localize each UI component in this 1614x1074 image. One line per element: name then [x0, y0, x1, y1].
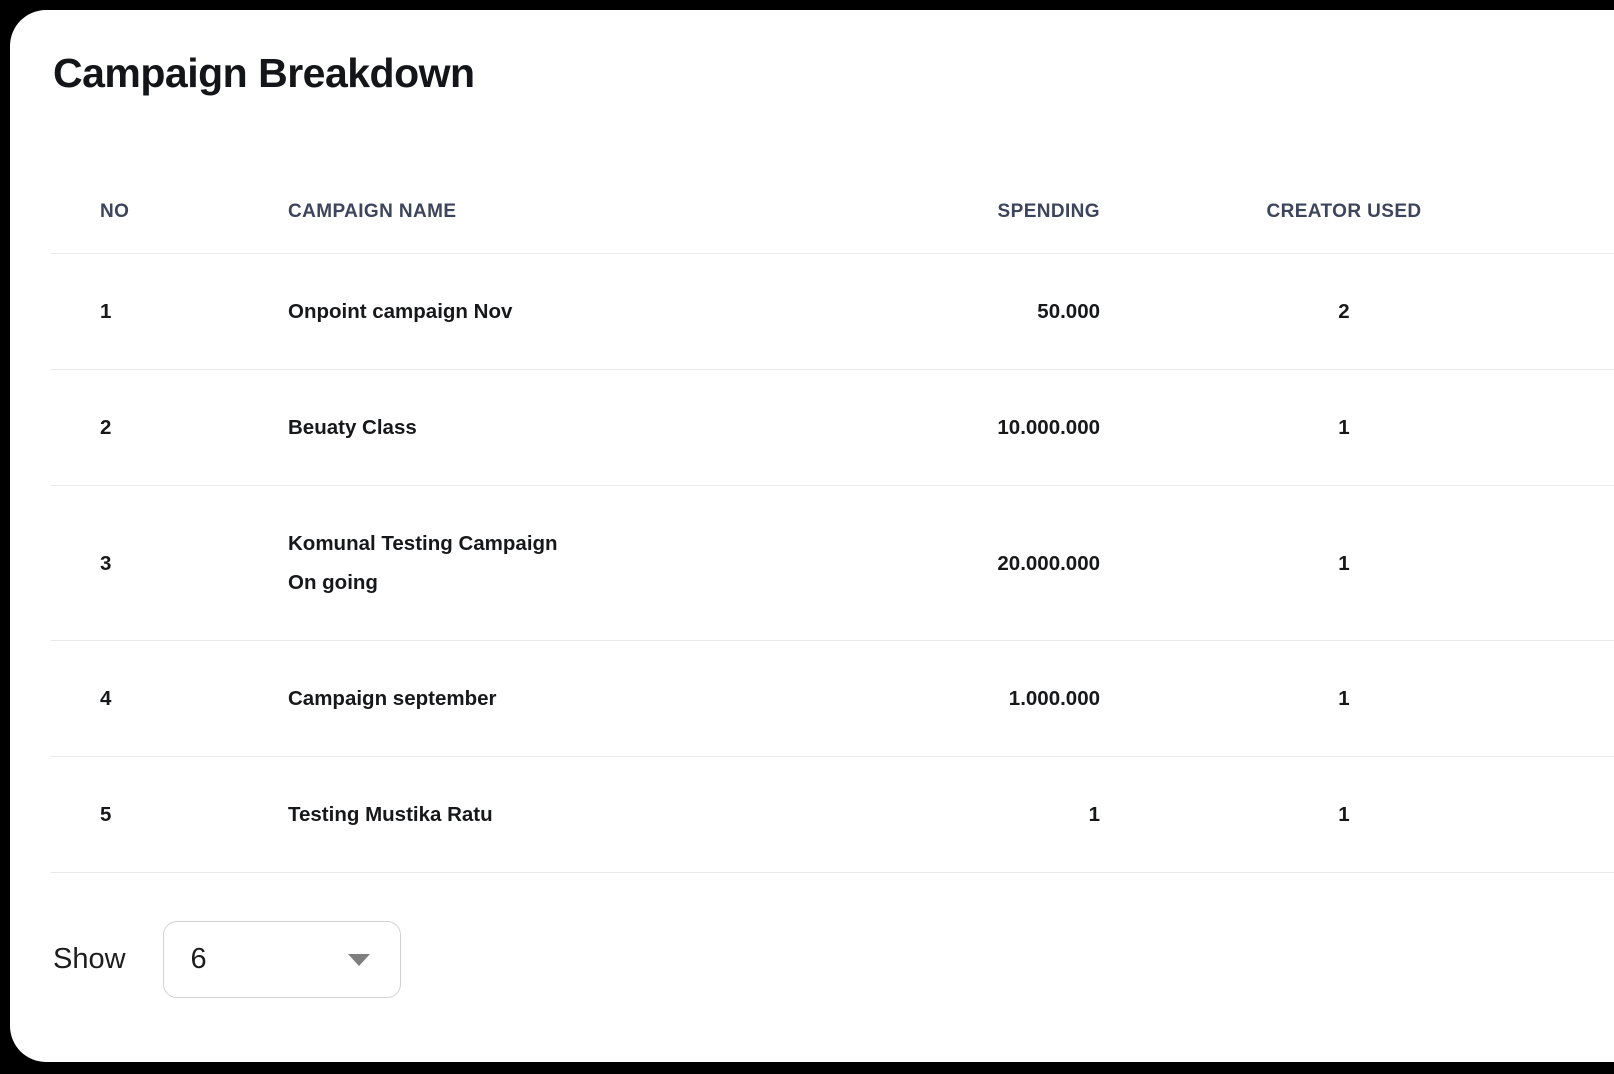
campaign-name-cell — [288, 408, 790, 447]
creator-used-cell: 1 — [1338, 551, 1350, 575]
table-row — [51, 641, 1614, 757]
campaign-name-cell — [288, 795, 790, 834]
campaign-name-line: Beuaty Class — [288, 416, 417, 439]
campaign-name-line: On going — [288, 571, 378, 594]
spending-cell: 50.000 — [1037, 300, 1100, 323]
column-header-no: NO — [100, 200, 130, 222]
table-row — [51, 254, 1614, 370]
caret-down-icon — [348, 954, 370, 966]
creator-used-cell: 2 — [1338, 300, 1350, 323]
table-row — [51, 486, 1614, 641]
campaign-breakdown-card — [10, 10, 1614, 1062]
table-footer — [53, 921, 1614, 998]
row-number-cell: 2 — [100, 416, 112, 439]
column-header-campaign-name: CAMPAIGN NAME — [288, 200, 457, 222]
campaign-name-line: Testing Mustika Ratu — [288, 803, 493, 826]
creator-used-cell: 1 — [1338, 416, 1350, 439]
creator-used-cell: 1 — [1338, 687, 1350, 710]
page-size-dropdown[interactable] — [163, 921, 401, 998]
row-number-cell: 3 — [100, 551, 112, 575]
row-number-cell: 4 — [100, 687, 112, 710]
spending-cell: 1 — [1088, 803, 1100, 826]
campaign-name-cell — [288, 292, 790, 331]
table-row — [51, 757, 1614, 873]
page-title: Campaign Breakdown — [53, 50, 475, 96]
table-body — [51, 254, 1614, 873]
row-number-cell: 1 — [100, 300, 112, 323]
campaign-name-line: Campaign september — [288, 687, 497, 710]
column-header-creator-used: CREATOR USED — [1266, 200, 1422, 222]
spending-cell: 1.000.000 — [1008, 687, 1100, 710]
creator-used-cell: 1 — [1338, 803, 1350, 826]
row-number-cell: 5 — [100, 803, 112, 826]
campaign-name-line: Komunal Testing Campaign — [288, 532, 558, 555]
campaign-name-cell — [288, 679, 790, 718]
campaign-table — [51, 170, 1614, 873]
show-label: Show — [53, 943, 126, 975]
spending-cell: 20.000.000 — [997, 551, 1100, 575]
spending-cell: 10.000.000 — [997, 416, 1100, 439]
page-size-value: 6 — [190, 943, 207, 975]
campaign-name-cell — [288, 524, 790, 602]
table-header-row — [51, 170, 1614, 254]
column-header-spending: SPENDING — [997, 200, 1100, 222]
table-row — [51, 370, 1614, 486]
campaign-name-line: Onpoint campaign Nov — [288, 300, 513, 323]
